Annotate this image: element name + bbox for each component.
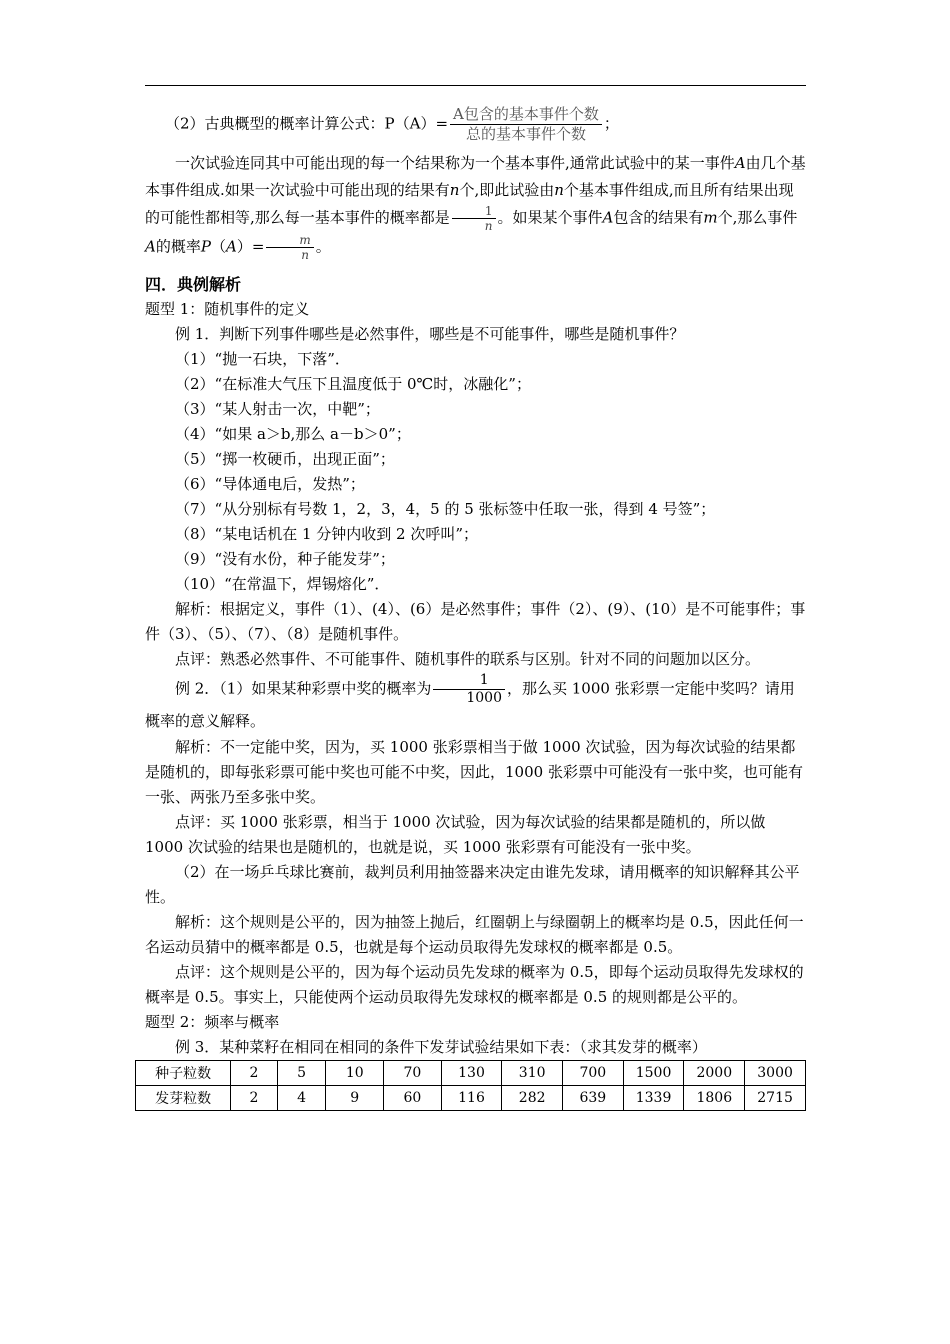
table-cell: 2715 — [745, 1086, 806, 1111]
table-row — [136, 1061, 806, 1086]
ex3-question: 例 3．某种菜籽在相同在相同的条件下发芽试验结果如下表：（求其发芽的概率） — [175, 1038, 707, 1056]
table-cell: 5 — [277, 1061, 326, 1086]
table-cell: 282 — [502, 1086, 563, 1111]
text: 包含的结果有 — [613, 208, 704, 227]
text: 个,那么事件 — [717, 208, 798, 227]
text: 一次试验连同其中可能出现的每一个结果称为一个基本事件,通常此试验中的某一事件 — [175, 154, 735, 172]
ex2-question — [145, 672, 806, 735]
var-a: A — [225, 237, 237, 256]
ex1-item: （8）“某电话机在 1 分钟内收到 2 次呼叫”； — [175, 525, 479, 543]
fraction-m-over-n — [266, 233, 313, 262]
table-cell: 4 — [277, 1086, 326, 1111]
table-cell: 10 — [326, 1061, 384, 1086]
text: 个基本事件组成,而且所有结果出现的可能性都相等,那么每一基本事件的概率都是 — [145, 181, 794, 227]
table-cell: 60 — [384, 1086, 442, 1111]
table-cell: 2000 — [684, 1061, 745, 1086]
row-label: 发芽粒数 — [136, 1086, 231, 1111]
fraction-denominator: 1000 — [466, 690, 502, 706]
ex1-item: （6）“导体通电后，发热”； — [175, 475, 365, 493]
text: 的概率 — [155, 237, 201, 256]
formula-line — [165, 105, 806, 144]
formula-suffix: ； — [603, 114, 619, 133]
var-n: n — [449, 181, 460, 199]
fraction-numerator: 1 — [433, 672, 505, 690]
table-cell: 1339 — [623, 1086, 684, 1111]
formula-fraction — [450, 105, 602, 144]
ex1-item: （3）“某人射击一次，中靶”； — [175, 400, 380, 418]
text: 个,即此试验由 — [459, 181, 555, 199]
text: 。如果某个事件 — [497, 208, 603, 227]
ex1-item: （5）“掷一枚硬币，出现正面”； — [175, 450, 395, 468]
table-cell: 9 — [326, 1086, 384, 1111]
ex2-comment-2: 点评：这个规则是公平的，因为每个运动员先发球的概率为 0.5，即每个运动员取得先发球权的概率是 0.5。事实上，只能使两个运动员取得先发球权的概率都是 0.5 的规则都是公平的。 — [145, 963, 804, 1006]
table-cell: 700 — [563, 1061, 624, 1086]
formula-denominator: 总的基本事件个数 — [465, 125, 586, 143]
ex1-item: （10）“在常温下，焊锡熔化”． — [175, 575, 390, 593]
fraction-denominator: n — [301, 248, 309, 262]
ex2-comment-1: 点评：买 1000 张彩票，相当于 1000 次试验，因为每次试验的结果都是随机的，所以做 1000 次试验的结果也是随机的，也就是说，买 1000 张彩票有可能没有一张中奖。 — [145, 813, 766, 856]
ex1-item: （1）“抛一石块，下落”． — [175, 350, 350, 368]
fraction-numerator: 1 — [452, 204, 496, 219]
fraction-one-over-n — [452, 204, 496, 233]
germination-table — [135, 1060, 806, 1111]
text: 由几个基本事件组成.如果一次试验中可能出现的结果有 — [145, 154, 806, 199]
text: ）= — [236, 237, 265, 256]
table-cell: 70 — [384, 1061, 442, 1086]
text: 。 — [315, 237, 331, 256]
ex1-comment: 点评：熟悉必然事件、不可能事件、随机事件的联系与区别。针对不同的问题加以区分。 — [175, 650, 761, 668]
ex1-item: （7）“从分别标有号数 1，2，3，4，5 的 5 张标签中任取一张，得到 4 号签”； — [175, 500, 716, 518]
var-a: A — [734, 154, 746, 172]
row-label: 种子粒数 — [136, 1061, 231, 1086]
fraction-one-over-1000 — [433, 672, 505, 707]
var-m: m — [703, 208, 718, 227]
table-cell: 3000 — [745, 1061, 806, 1086]
type1-heading: 题型 1：随机事件的定义 — [145, 300, 310, 318]
table-row — [136, 1086, 806, 1111]
formula-numerator: A包含的基本事件个数 — [450, 105, 602, 125]
ex1-analysis: 解析：根据定义，事件（1）、(4）、(6）是必然事件；事件（2）、(9）、(10）是不可能事件；事件（3）、（5）、（7）、（8）是随机事件。 — [145, 600, 806, 643]
table-cell: 1500 — [623, 1061, 684, 1086]
table-cell: 1806 — [684, 1086, 745, 1111]
paragraph-basic-event — [145, 150, 806, 262]
table-cell: 116 — [441, 1086, 502, 1111]
document-body — [145, 105, 806, 1111]
text: 例 2．（1）如果某种彩票中奖的概率为 — [175, 679, 432, 698]
header-rule — [145, 85, 806, 86]
ex1-item: （2）“在标准大气压下且温度低于 0℃时，冰融化”； — [175, 375, 531, 393]
text: ，那么买 1000 张彩票一定能中奖吗？请用概率的意义解释。 — [145, 679, 795, 730]
type2-heading: 题型 2：频率与概率 — [145, 1013, 280, 1031]
ex1-item: （4）“如果 a＞b,那么 a－b＞0”； — [175, 425, 411, 443]
var-a: A — [602, 208, 614, 227]
var-n: n — [554, 181, 564, 199]
table-cell: 2 — [231, 1086, 278, 1111]
fraction-numerator: m — [266, 233, 313, 248]
text: （ — [210, 237, 226, 256]
fraction-denominator: n — [484, 219, 493, 233]
table-cell: 310 — [502, 1061, 563, 1086]
section-title: 四．典例解析 — [145, 275, 242, 294]
ex1-question: 例 1．判断下列事件哪些是必然事件，哪些是不可能事件，哪些是随机事件？ — [175, 325, 685, 343]
ex2-question-2: （2）在一场乒乓球比赛前，裁判员利用抽签器来决定由谁先发球，请用概率的知识解释其公平性。 — [145, 863, 800, 906]
var-a: A — [145, 237, 156, 256]
ex1-item: （9）“没有水份，种子能发芽”； — [175, 550, 395, 568]
table-cell: 130 — [441, 1061, 502, 1086]
ex2-analysis-2: 解析：这个规则是公平的，因为抽签上抛后，红圈朝上与绿圈朝上的概率均是 0.5，因此任何一名运动员猜中的概率都是 0.5，也就是每个运动员取得先发球权的概率都是 0.5。 — [145, 913, 804, 956]
var-p: P — [200, 237, 211, 256]
table-cell: 639 — [563, 1086, 624, 1111]
table-cell: 2 — [231, 1061, 278, 1086]
ex2-analysis-1: 解析：不一定能中奖，因为，买 1000 张彩票相当于做 1000 次试验，因为每次试验的结果都是随机的，即每张彩票可能中奖也可能不中奖，因此，1000 张彩票中可能没有一张中奖，也可能有一张、两张乃至多张中奖。 — [145, 738, 803, 806]
formula-prefix: （2）古典概型的概率计算公式：P（A）= — [165, 114, 449, 133]
